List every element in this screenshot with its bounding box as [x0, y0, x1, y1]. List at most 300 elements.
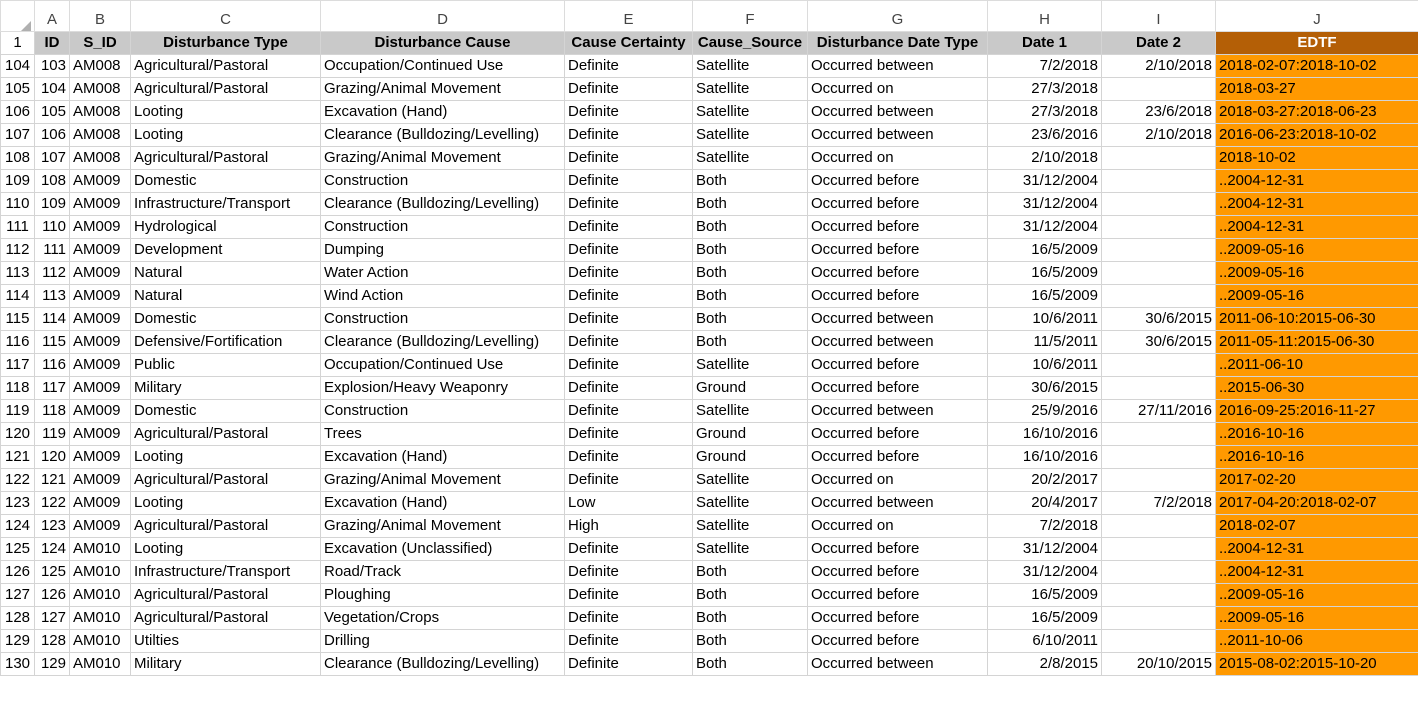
cell-date-2[interactable]: 20/10/2015 [1102, 653, 1216, 676]
cell-cause-certainty[interactable]: Definite [565, 538, 693, 561]
cell-id[interactable]: 103 [35, 55, 70, 78]
row-number[interactable]: 105 [1, 78, 35, 101]
cell-cause-source[interactable]: Satellite [693, 515, 808, 538]
cell-id[interactable]: 113 [35, 285, 70, 308]
cell-disturbance-cause[interactable]: Grazing/Animal Movement [321, 469, 565, 492]
cell-cause-source[interactable]: Both [693, 262, 808, 285]
cell-cause-certainty[interactable]: Definite [565, 285, 693, 308]
cell-date-2[interactable] [1102, 216, 1216, 239]
cell-date-2[interactable] [1102, 538, 1216, 561]
cell-s-id[interactable]: AM009 [70, 400, 131, 423]
cell-date-1[interactable]: 16/5/2009 [988, 239, 1102, 262]
row-number[interactable]: 129 [1, 630, 35, 653]
cell-date-1[interactable]: 16/5/2009 [988, 584, 1102, 607]
column-header-j[interactable]: J [1216, 1, 1418, 32]
cell-edtf[interactable]: ..2009-05-16 [1216, 262, 1418, 285]
field-header-disturbance-type[interactable]: Disturbance Type [131, 32, 321, 55]
cell-disturbance-cause[interactable]: Occupation/Continued Use [321, 55, 565, 78]
cell-edtf[interactable]: ..2004-12-31 [1216, 170, 1418, 193]
cell-date-1[interactable]: 16/10/2016 [988, 423, 1102, 446]
cell-s-id[interactable]: AM008 [70, 78, 131, 101]
cell-date-2[interactable]: 30/6/2015 [1102, 331, 1216, 354]
row-number[interactable]: 111 [1, 216, 35, 239]
cell-date-2[interactable] [1102, 446, 1216, 469]
cell-edtf[interactable]: ..2004-12-31 [1216, 561, 1418, 584]
cell-disturbance-type[interactable]: Utilties [131, 630, 321, 653]
cell-disturbance-type[interactable]: Looting [131, 538, 321, 561]
cell-disturbance-date-type[interactable]: Occurred before [808, 561, 988, 584]
cell-s-id[interactable]: AM009 [70, 492, 131, 515]
row-number[interactable]: 112 [1, 239, 35, 262]
cell-disturbance-cause[interactable]: Drilling [321, 630, 565, 653]
cell-s-id[interactable]: AM009 [70, 262, 131, 285]
cell-s-id[interactable]: AM010 [70, 538, 131, 561]
cell-s-id[interactable]: AM008 [70, 147, 131, 170]
cell-disturbance-type[interactable]: Military [131, 653, 321, 676]
row-number[interactable]: 128 [1, 607, 35, 630]
cell-cause-source[interactable]: Satellite [693, 124, 808, 147]
cell-disturbance-cause[interactable]: Excavation (Unclassified) [321, 538, 565, 561]
cell-disturbance-type[interactable]: Agricultural/Pastoral [131, 423, 321, 446]
cell-edtf[interactable]: ..2016-10-16 [1216, 423, 1418, 446]
cell-disturbance-date-type[interactable]: Occurred before [808, 239, 988, 262]
cell-date-1[interactable]: 27/3/2018 [988, 101, 1102, 124]
cell-date-1[interactable]: 6/10/2011 [988, 630, 1102, 653]
cell-disturbance-type[interactable]: Agricultural/Pastoral [131, 78, 321, 101]
cell-edtf[interactable]: 2016-09-25:2016-11-27 [1216, 400, 1418, 423]
cell-cause-source[interactable]: Both [693, 630, 808, 653]
cell-id[interactable]: 112 [35, 262, 70, 285]
cell-cause-certainty[interactable]: Definite [565, 147, 693, 170]
cell-date-1[interactable]: 31/12/2004 [988, 216, 1102, 239]
cell-disturbance-cause[interactable]: Construction [321, 170, 565, 193]
cell-s-id[interactable]: AM009 [70, 354, 131, 377]
cell-disturbance-type[interactable]: Agricultural/Pastoral [131, 469, 321, 492]
cell-date-1[interactable]: 2/10/2018 [988, 147, 1102, 170]
cell-s-id[interactable]: AM009 [70, 285, 131, 308]
cell-disturbance-type[interactable]: Public [131, 354, 321, 377]
cell-disturbance-type[interactable]: Hydrological [131, 216, 321, 239]
cell-date-1[interactable]: 27/3/2018 [988, 78, 1102, 101]
cell-disturbance-type[interactable]: Agricultural/Pastoral [131, 147, 321, 170]
cell-date-1[interactable]: 31/12/2004 [988, 538, 1102, 561]
column-header-b[interactable]: B [70, 1, 131, 32]
cell-disturbance-date-type[interactable]: Occurred between [808, 55, 988, 78]
cell-disturbance-cause[interactable]: Occupation/Continued Use [321, 354, 565, 377]
cell-edtf[interactable]: ..2004-12-31 [1216, 193, 1418, 216]
cell-disturbance-type[interactable]: Looting [131, 492, 321, 515]
cell-s-id[interactable]: AM009 [70, 469, 131, 492]
cell-edtf[interactable]: ..2011-06-10 [1216, 354, 1418, 377]
row-number[interactable]: 125 [1, 538, 35, 561]
cell-date-2[interactable] [1102, 262, 1216, 285]
row-number[interactable]: 126 [1, 561, 35, 584]
cell-s-id[interactable]: AM010 [70, 653, 131, 676]
cell-date-2[interactable] [1102, 630, 1216, 653]
cell-disturbance-date-type[interactable]: Occurred between [808, 308, 988, 331]
cell-cause-source[interactable]: Satellite [693, 78, 808, 101]
cell-edtf[interactable]: ..2009-05-16 [1216, 607, 1418, 630]
row-number[interactable]: 1 [1, 32, 35, 55]
cell-disturbance-cause[interactable]: Excavation (Hand) [321, 446, 565, 469]
field-header-id[interactable]: ID [35, 32, 70, 55]
row-number[interactable]: 124 [1, 515, 35, 538]
cell-disturbance-cause[interactable]: Clearance (Bulldozing/Levelling) [321, 124, 565, 147]
cell-edtf[interactable]: 2018-02-07 [1216, 515, 1418, 538]
cell-edtf[interactable]: ..2009-05-16 [1216, 285, 1418, 308]
cell-date-2[interactable]: 7/2/2018 [1102, 492, 1216, 515]
cell-date-2[interactable] [1102, 78, 1216, 101]
cell-disturbance-cause[interactable]: Construction [321, 308, 565, 331]
row-number[interactable]: 122 [1, 469, 35, 492]
cell-date-1[interactable]: 7/2/2018 [988, 55, 1102, 78]
cell-disturbance-type[interactable]: Natural [131, 285, 321, 308]
cell-disturbance-date-type[interactable]: Occurred before [808, 170, 988, 193]
cell-disturbance-type[interactable]: Agricultural/Pastoral [131, 607, 321, 630]
cell-disturbance-date-type[interactable]: Occurred before [808, 285, 988, 308]
cell-id[interactable]: 106 [35, 124, 70, 147]
cell-disturbance-type[interactable]: Agricultural/Pastoral [131, 584, 321, 607]
cell-id[interactable]: 118 [35, 400, 70, 423]
cell-disturbance-type[interactable]: Natural [131, 262, 321, 285]
cell-edtf[interactable]: 2015-08-02:2015-10-20 [1216, 653, 1418, 676]
cell-edtf[interactable]: ..2016-10-16 [1216, 446, 1418, 469]
cell-disturbance-type[interactable]: Defensive/Fortification [131, 331, 321, 354]
cell-cause-certainty[interactable]: Definite [565, 630, 693, 653]
row-number[interactable]: 121 [1, 446, 35, 469]
cell-date-2[interactable] [1102, 423, 1216, 446]
cell-cause-source[interactable]: Both [693, 216, 808, 239]
cell-disturbance-cause[interactable]: Wind Action [321, 285, 565, 308]
cell-date-2[interactable] [1102, 193, 1216, 216]
cell-disturbance-date-type[interactable]: Occurred before [808, 538, 988, 561]
cell-id[interactable]: 108 [35, 170, 70, 193]
cell-disturbance-date-type[interactable]: Occurred before [808, 584, 988, 607]
cell-s-id[interactable]: AM008 [70, 55, 131, 78]
row-number[interactable]: 119 [1, 400, 35, 423]
cell-cause-certainty[interactable]: Definite [565, 262, 693, 285]
cell-edtf[interactable]: 2011-06-10:2015-06-30 [1216, 308, 1418, 331]
cell-cause-certainty[interactable]: Definite [565, 354, 693, 377]
cell-edtf[interactable]: 2018-02-07:2018-10-02 [1216, 55, 1418, 78]
cell-id[interactable]: 128 [35, 630, 70, 653]
cell-cause-source[interactable]: Ground [693, 377, 808, 400]
column-header-e[interactable]: E [565, 1, 693, 32]
cell-cause-source[interactable]: Both [693, 561, 808, 584]
cell-cause-certainty[interactable]: Definite [565, 377, 693, 400]
select-all-corner[interactable] [1, 1, 35, 32]
field-header-date-1[interactable]: Date 1 [988, 32, 1102, 55]
cell-disturbance-date-type[interactable]: Occurred on [808, 469, 988, 492]
row-number[interactable]: 115 [1, 308, 35, 331]
cell-disturbance-cause[interactable]: Grazing/Animal Movement [321, 147, 565, 170]
cell-disturbance-type[interactable]: Domestic [131, 308, 321, 331]
cell-date-2[interactable] [1102, 515, 1216, 538]
cell-id[interactable]: 121 [35, 469, 70, 492]
cell-cause-certainty[interactable]: Definite [565, 653, 693, 676]
column-header-h[interactable]: H [988, 1, 1102, 32]
cell-disturbance-cause[interactable]: Ploughing [321, 584, 565, 607]
row-number[interactable]: 113 [1, 262, 35, 285]
cell-date-2[interactable]: 23/6/2018 [1102, 101, 1216, 124]
cell-disturbance-cause[interactable]: Construction [321, 400, 565, 423]
cell-disturbance-cause[interactable]: Grazing/Animal Movement [321, 515, 565, 538]
row-number[interactable]: 109 [1, 170, 35, 193]
cell-id[interactable]: 123 [35, 515, 70, 538]
cell-date-2[interactable]: 2/10/2018 [1102, 55, 1216, 78]
field-header-cause-source[interactable]: Cause_Source [693, 32, 808, 55]
cell-id[interactable]: 104 [35, 78, 70, 101]
cell-edtf[interactable]: ..2009-05-16 [1216, 584, 1418, 607]
cell-disturbance-date-type[interactable]: Occurred between [808, 492, 988, 515]
field-header-disturbance-cause[interactable]: Disturbance Cause [321, 32, 565, 55]
cell-disturbance-type[interactable]: Agricultural/Pastoral [131, 55, 321, 78]
cell-date-2[interactable]: 2/10/2018 [1102, 124, 1216, 147]
column-header-c[interactable]: C [131, 1, 321, 32]
cell-cause-source[interactable]: Both [693, 193, 808, 216]
cell-disturbance-cause[interactable]: Clearance (Bulldozing/Levelling) [321, 653, 565, 676]
cell-cause-source[interactable]: Both [693, 653, 808, 676]
cell-cause-certainty[interactable]: High [565, 515, 693, 538]
cell-disturbance-type[interactable]: Looting [131, 124, 321, 147]
column-header-d[interactable]: D [321, 1, 565, 32]
cell-cause-source[interactable]: Both [693, 170, 808, 193]
cell-cause-source[interactable]: Both [693, 584, 808, 607]
cell-disturbance-date-type[interactable]: Occurred on [808, 78, 988, 101]
cell-cause-certainty[interactable]: Definite [565, 584, 693, 607]
cell-date-1[interactable]: 7/2/2018 [988, 515, 1102, 538]
cell-cause-certainty[interactable]: Definite [565, 308, 693, 331]
cell-disturbance-date-type[interactable]: Occurred between [808, 124, 988, 147]
cell-s-id[interactable]: AM010 [70, 630, 131, 653]
cell-disturbance-type[interactable]: Development [131, 239, 321, 262]
cell-cause-source[interactable]: Satellite [693, 354, 808, 377]
cell-cause-source[interactable]: Satellite [693, 55, 808, 78]
cell-date-2[interactable] [1102, 285, 1216, 308]
row-number[interactable]: 130 [1, 653, 35, 676]
cell-id[interactable]: 129 [35, 653, 70, 676]
cell-s-id[interactable]: AM009 [70, 446, 131, 469]
cell-s-id[interactable]: AM009 [70, 239, 131, 262]
cell-s-id[interactable]: AM009 [70, 308, 131, 331]
cell-edtf[interactable]: 2016-06-23:2018-10-02 [1216, 124, 1418, 147]
cell-edtf[interactable]: ..2004-12-31 [1216, 216, 1418, 239]
cell-cause-source[interactable]: Satellite [693, 400, 808, 423]
field-header-cause-certainty[interactable]: Cause Certainty [565, 32, 693, 55]
cell-s-id[interactable]: AM010 [70, 584, 131, 607]
cell-cause-certainty[interactable]: Definite [565, 469, 693, 492]
cell-s-id[interactable]: AM009 [70, 331, 131, 354]
cell-cause-certainty[interactable]: Definite [565, 216, 693, 239]
cell-date-1[interactable]: 2/8/2015 [988, 653, 1102, 676]
cell-date-1[interactable]: 16/10/2016 [988, 446, 1102, 469]
cell-s-id[interactable]: AM010 [70, 561, 131, 584]
cell-disturbance-date-type[interactable]: Occurred before [808, 262, 988, 285]
cell-cause-certainty[interactable]: Definite [565, 193, 693, 216]
cell-edtf[interactable]: 2011-05-11:2015-06-30 [1216, 331, 1418, 354]
cell-id[interactable]: 105 [35, 101, 70, 124]
cell-date-1[interactable]: 31/12/2004 [988, 170, 1102, 193]
cell-id[interactable]: 119 [35, 423, 70, 446]
cell-cause-source[interactable]: Satellite [693, 538, 808, 561]
row-number[interactable]: 114 [1, 285, 35, 308]
cell-cause-certainty[interactable]: Definite [565, 55, 693, 78]
cell-disturbance-cause[interactable]: Explosion/Heavy Weaponry [321, 377, 565, 400]
cell-cause-certainty[interactable]: Definite [565, 400, 693, 423]
row-number[interactable]: 108 [1, 147, 35, 170]
cell-id[interactable]: 109 [35, 193, 70, 216]
cell-id[interactable]: 107 [35, 147, 70, 170]
cell-disturbance-date-type[interactable]: Occurred before [808, 423, 988, 446]
row-number[interactable]: 107 [1, 124, 35, 147]
cell-date-2[interactable]: 30/6/2015 [1102, 308, 1216, 331]
cell-disturbance-cause[interactable]: Clearance (Bulldozing/Levelling) [321, 193, 565, 216]
cell-date-2[interactable] [1102, 147, 1216, 170]
cell-disturbance-date-type[interactable]: Occurred on [808, 515, 988, 538]
cell-cause-certainty[interactable]: Low [565, 492, 693, 515]
cell-s-id[interactable]: AM009 [70, 170, 131, 193]
cell-id[interactable]: 122 [35, 492, 70, 515]
row-number[interactable]: 123 [1, 492, 35, 515]
cell-date-1[interactable]: 25/9/2016 [988, 400, 1102, 423]
cell-disturbance-type[interactable]: Agricultural/Pastoral [131, 515, 321, 538]
cell-cause-source[interactable]: Satellite [693, 469, 808, 492]
cell-disturbance-cause[interactable]: Grazing/Animal Movement [321, 78, 565, 101]
cell-cause-certainty[interactable]: Definite [565, 78, 693, 101]
cell-date-1[interactable]: 23/6/2016 [988, 124, 1102, 147]
row-number[interactable]: 120 [1, 423, 35, 446]
cell-disturbance-cause[interactable]: Excavation (Hand) [321, 101, 565, 124]
cell-disturbance-date-type[interactable]: Occurred on [808, 147, 988, 170]
row-number[interactable]: 118 [1, 377, 35, 400]
cell-disturbance-cause[interactable]: Water Action [321, 262, 565, 285]
cell-id[interactable]: 120 [35, 446, 70, 469]
cell-date-1[interactable]: 11/5/2011 [988, 331, 1102, 354]
column-header-g[interactable]: G [808, 1, 988, 32]
cell-date-2[interactable] [1102, 607, 1216, 630]
row-number[interactable]: 110 [1, 193, 35, 216]
cell-cause-source[interactable]: Both [693, 308, 808, 331]
cell-edtf[interactable]: ..2015-06-30 [1216, 377, 1418, 400]
cell-id[interactable]: 110 [35, 216, 70, 239]
cell-disturbance-cause[interactable]: Dumping [321, 239, 565, 262]
field-header-disturbance-date-type[interactable]: Disturbance Date Type [808, 32, 988, 55]
cell-s-id[interactable]: AM008 [70, 101, 131, 124]
cell-date-2[interactable]: 27/11/2016 [1102, 400, 1216, 423]
cell-cause-certainty[interactable]: Definite [565, 124, 693, 147]
cell-disturbance-type[interactable]: Domestic [131, 400, 321, 423]
field-header-s-id[interactable]: S_ID [70, 32, 131, 55]
cell-date-2[interactable] [1102, 584, 1216, 607]
cell-edtf[interactable]: 2018-03-27 [1216, 78, 1418, 101]
cell-s-id[interactable]: AM009 [70, 216, 131, 239]
cell-s-id[interactable]: AM010 [70, 607, 131, 630]
cell-edtf[interactable]: 2018-10-02 [1216, 147, 1418, 170]
cell-cause-source[interactable]: Satellite [693, 147, 808, 170]
cell-cause-source[interactable]: Ground [693, 446, 808, 469]
row-number[interactable]: 106 [1, 101, 35, 124]
cell-date-2[interactable] [1102, 354, 1216, 377]
cell-id[interactable]: 125 [35, 561, 70, 584]
row-number[interactable]: 104 [1, 55, 35, 78]
cell-s-id[interactable]: AM009 [70, 377, 131, 400]
cell-cause-certainty[interactable]: Definite [565, 101, 693, 124]
cell-cause-certainty[interactable]: Definite [565, 561, 693, 584]
cell-disturbance-cause[interactable]: Vegetation/Crops [321, 607, 565, 630]
cell-cause-source[interactable]: Both [693, 239, 808, 262]
cell-date-2[interactable] [1102, 377, 1216, 400]
cell-date-1[interactable]: 31/12/2004 [988, 193, 1102, 216]
row-number[interactable]: 117 [1, 354, 35, 377]
cell-date-2[interactable] [1102, 469, 1216, 492]
cell-disturbance-date-type[interactable]: Occurred between [808, 331, 988, 354]
cell-id[interactable]: 114 [35, 308, 70, 331]
cell-cause-source[interactable]: Satellite [693, 492, 808, 515]
cell-disturbance-type[interactable]: Infrastructure/Transport [131, 561, 321, 584]
cell-disturbance-type[interactable]: Looting [131, 101, 321, 124]
cell-id[interactable]: 115 [35, 331, 70, 354]
cell-disturbance-date-type[interactable]: Occurred before [808, 377, 988, 400]
cell-date-1[interactable]: 16/5/2009 [988, 607, 1102, 630]
cell-id[interactable]: 116 [35, 354, 70, 377]
cell-disturbance-date-type[interactable]: Occurred between [808, 101, 988, 124]
cell-date-1[interactable]: 16/5/2009 [988, 262, 1102, 285]
cell-disturbance-date-type[interactable]: Occurred before [808, 193, 988, 216]
cell-cause-source[interactable]: Satellite [693, 101, 808, 124]
cell-disturbance-type[interactable]: Domestic [131, 170, 321, 193]
field-header-edtf[interactable]: EDTF [1216, 32, 1418, 55]
cell-disturbance-cause[interactable]: Trees [321, 423, 565, 446]
cell-disturbance-cause[interactable]: Road/Track [321, 561, 565, 584]
column-header-f[interactable]: F [693, 1, 808, 32]
cell-date-1[interactable]: 10/6/2011 [988, 308, 1102, 331]
cell-edtf[interactable]: 2018-03-27:2018-06-23 [1216, 101, 1418, 124]
cell-disturbance-date-type[interactable]: Occurred before [808, 216, 988, 239]
cell-disturbance-cause[interactable]: Excavation (Hand) [321, 492, 565, 515]
column-header-a[interactable]: A [35, 1, 70, 32]
cell-id[interactable]: 124 [35, 538, 70, 561]
cell-date-2[interactable] [1102, 170, 1216, 193]
cell-cause-certainty[interactable]: Definite [565, 170, 693, 193]
cell-id[interactable]: 117 [35, 377, 70, 400]
cell-date-2[interactable] [1102, 239, 1216, 262]
cell-disturbance-date-type[interactable]: Occurred before [808, 630, 988, 653]
cell-id[interactable]: 126 [35, 584, 70, 607]
row-number[interactable]: 116 [1, 331, 35, 354]
cell-date-1[interactable]: 16/5/2009 [988, 285, 1102, 308]
cell-date-1[interactable]: 31/12/2004 [988, 561, 1102, 584]
cell-cause-certainty[interactable]: Definite [565, 331, 693, 354]
cell-disturbance-type[interactable]: Military [131, 377, 321, 400]
cell-date-1[interactable]: 10/6/2011 [988, 354, 1102, 377]
cell-s-id[interactable]: AM009 [70, 515, 131, 538]
cell-disturbance-date-type[interactable]: Occurred between [808, 653, 988, 676]
cell-disturbance-date-type[interactable]: Occurred between [808, 400, 988, 423]
cell-date-1[interactable]: 20/2/2017 [988, 469, 1102, 492]
cell-disturbance-date-type[interactable]: Occurred before [808, 446, 988, 469]
cell-disturbance-type[interactable]: Looting [131, 446, 321, 469]
cell-cause-certainty[interactable]: Definite [565, 446, 693, 469]
cell-cause-source[interactable]: Ground [693, 423, 808, 446]
row-number[interactable]: 127 [1, 584, 35, 607]
cell-date-2[interactable] [1102, 561, 1216, 584]
cell-s-id[interactable]: AM009 [70, 193, 131, 216]
cell-date-1[interactable]: 20/4/2017 [988, 492, 1102, 515]
cell-s-id[interactable]: AM009 [70, 423, 131, 446]
cell-disturbance-date-type[interactable]: Occurred before [808, 354, 988, 377]
cell-edtf[interactable]: 2017-02-20 [1216, 469, 1418, 492]
cell-edtf[interactable]: ..2004-12-31 [1216, 538, 1418, 561]
